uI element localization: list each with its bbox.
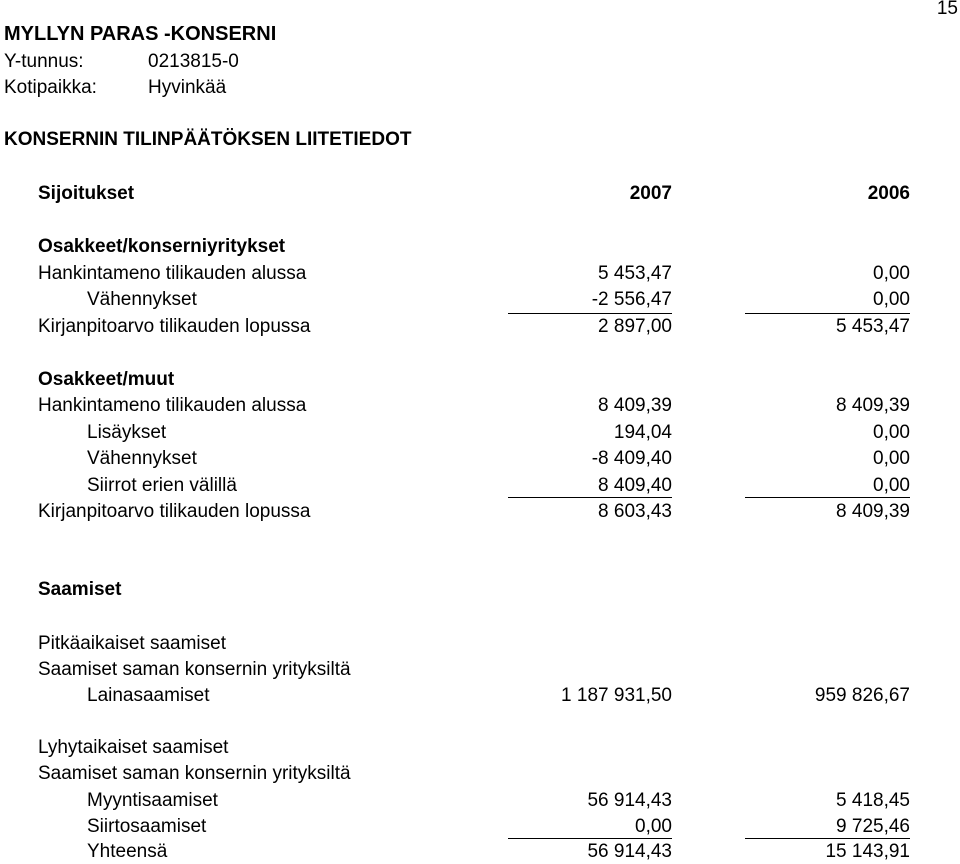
- company-name: MYLLYN PARAS -KONSERNI: [4, 23, 277, 45]
- ytunnus-label: Y-tunnus:: [4, 51, 84, 72]
- row-label: Vähennykset: [87, 448, 197, 469]
- subsection-subheading: Saamiset saman konsernin yrityksiltä: [38, 659, 351, 680]
- subsection-heading-muut: Osakkeet/muut: [38, 369, 175, 390]
- document-title: KONSERNIN TILINPÄÄTÖKSEN LIITETIEDOT: [4, 129, 412, 150]
- row-value-2006: 15 143,91: [825, 841, 910, 862]
- subsection-heading-pitkaaikaiset: Pitkäaikaiset saamiset: [38, 633, 226, 654]
- row-value-2007: 8 409,40: [598, 475, 672, 496]
- row-value-2007: 2 897,00: [598, 316, 672, 337]
- section-heading-sijoitukset: Sijoitukset: [38, 183, 135, 204]
- row-value-2007: -8 409,40: [591, 448, 672, 469]
- column-header-2006: 2006: [867, 183, 910, 204]
- ytunnus-value: 0213815-0: [148, 51, 239, 72]
- row-label: Hankintameno tilikauden alussa: [38, 263, 307, 284]
- row-value-2006: 5 418,45: [836, 790, 910, 811]
- page-number: 15: [936, 0, 958, 19]
- row-label: Siirtosaamiset: [87, 816, 207, 837]
- row-value-2006: 0,00: [873, 422, 910, 443]
- column-header-2007: 2007: [629, 183, 672, 204]
- total-underline: [745, 838, 910, 839]
- row-value-2007: 56 914,43: [587, 841, 672, 862]
- row-value-2007: 0,00: [635, 816, 672, 837]
- row-value-2007: -2 556,47: [591, 289, 672, 310]
- section-heading-saamiset: Saamiset: [38, 579, 122, 600]
- row-value-2006: 0,00: [873, 289, 910, 310]
- row-label: Lainasaamiset: [87, 685, 210, 706]
- row-label: Kirjanpitoarvo tilikauden lopussa: [38, 316, 311, 337]
- row-value-2006: 959 826,67: [814, 685, 910, 706]
- row-label: Kirjanpitoarvo tilikauden lopussa: [38, 501, 311, 522]
- row-value-2006: 0,00: [873, 263, 910, 284]
- subtotal-underline: [508, 313, 672, 314]
- subtotal-underline: [745, 497, 910, 498]
- subsection-heading-konserniyritykset: Osakkeet/konserniyritykset: [38, 236, 286, 257]
- row-value-2007: 194,04: [613, 422, 672, 443]
- kotipaikka-label: Kotipaikka:: [4, 77, 97, 98]
- subsection-heading-lyhytaikaiset: Lyhytaikaiset saamiset: [38, 737, 229, 758]
- total-underline: [508, 838, 672, 839]
- row-label: Siirrot erien välillä: [87, 475, 237, 496]
- subtotal-underline: [745, 313, 910, 314]
- row-value-2007: 1 187 931,50: [561, 685, 672, 706]
- row-value-2007: 56 914,43: [587, 790, 672, 811]
- row-label: Lisäykset: [87, 422, 167, 443]
- row-value-2007: 8 603,43: [598, 501, 672, 522]
- row-label: Yhteensä: [87, 841, 168, 862]
- row-value-2006: 5 453,47: [836, 316, 910, 337]
- kotipaikka-value: Hyvinkää: [148, 77, 227, 98]
- row-value-2007: 8 409,39: [598, 395, 672, 416]
- row-value-2006: 8 409,39: [836, 395, 910, 416]
- row-value-2006: 8 409,39: [836, 501, 910, 522]
- row-label: Vähennykset: [87, 289, 197, 310]
- row-label: Hankintameno tilikauden alussa: [38, 395, 307, 416]
- row-value-2007: 5 453,47: [598, 263, 672, 284]
- row-value-2006: 9 725,46: [836, 816, 910, 837]
- row-label: Myyntisaamiset: [87, 790, 218, 811]
- row-value-2006: 0,00: [873, 448, 910, 469]
- subsection-subheading: Saamiset saman konsernin yrityksiltä: [38, 763, 351, 784]
- subtotal-underline: [508, 497, 672, 498]
- row-value-2006: 0,00: [873, 475, 910, 496]
